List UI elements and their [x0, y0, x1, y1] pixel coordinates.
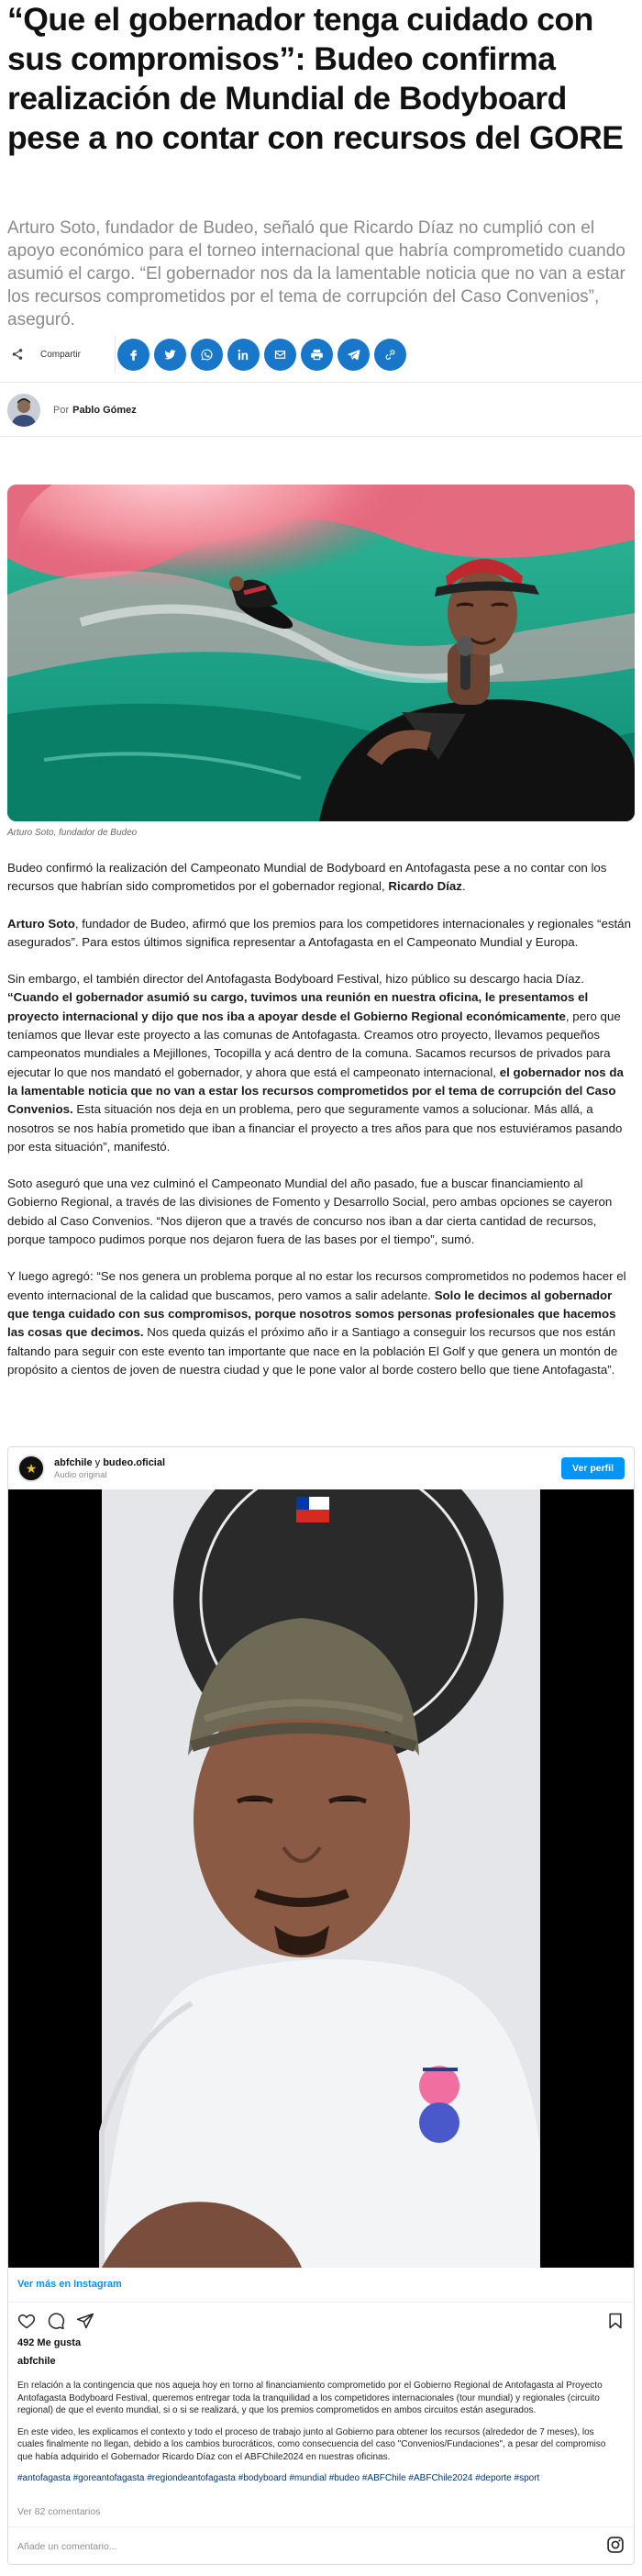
article-headline: “Que el gobernador tenga cuidado con sus compromisos”: Budeo confirma realización de Mundial de Bodyboard pese a no contar con recursos del GORE [7, 1, 624, 156]
share-twitter-button[interactable] [154, 339, 186, 371]
share-link-button[interactable] [374, 339, 406, 371]
instagram-video[interactable] [8, 1489, 634, 2268]
telegram-icon [347, 348, 360, 362]
instagram-caption [17, 2380, 623, 2494]
share-telegram-button[interactable] [338, 339, 370, 371]
hero-caption: Arturo Soto, fundador de Budeo [7, 828, 138, 838]
article-paragraph: Budeo confirmó la realización del Campeonato Mundial de Bodyboard en Antofagasta pese a no contar con los recursos que habrían sido comprometidos por el gobernador regional, Ricardo Díaz. [7, 861, 607, 894]
view-comments-link[interactable]: Ver 82 comentarios [17, 2506, 101, 2517]
email-icon [273, 348, 287, 362]
instagram-caption-user[interactable]: abfchile [17, 2356, 56, 2367]
article-paragraph: Arturo Soto, fundador de Budeo, afirmó que los premios para los competidores internacionales y regionales “están asegurados”. Para estos últimos significa representar a Antofagasta en el Campeonato Mundial y Europa. [7, 916, 631, 949]
bookmark-icon[interactable] [606, 2312, 625, 2330]
heart-icon[interactable] [17, 2312, 36, 2330]
hero-image [7, 485, 635, 821]
instagram-hashtags[interactable]: #antofagasta #goreantofagasta #regiondeantofagasta #bodyboard #mundial #budeo #ABFChile #ABFChile2024 #deporte #sport [17, 2473, 540, 2483]
instagram-usernames[interactable]: abfchile y budeo.oficial [54, 1456, 166, 1468]
article-body [7, 859, 635, 1398]
whatsapp-icon [200, 348, 214, 362]
linkedin-icon [237, 348, 250, 362]
share-whatsapp-button[interactable] [191, 339, 223, 371]
facebook-icon [127, 348, 140, 362]
author-byline [7, 393, 137, 428]
link-icon [383, 348, 397, 362]
article-paragraph: Y luego agregó: “Se nos genera un problema porque al no estar los recursos comprometidos no podemos hacer el evento internacional de la calidad que buscamos, pero vamos a salir adelante. Solo le decimos al gobernador que tenga cuidado con sus compromisos, porque nosotros somos personas profesionales que hacemos las cosas que decimos. Nos queda quizás el próximo año ir a Santiago a conseguir los recursos que nos están faltando para seguir con este evento tan importante que nace en la población El Golf y que genera un montón de propósito a cientos de joven de nuestra ciudad y que le pone valor al borde costero bello que tiene Antofagasta”. [7, 1269, 626, 1377]
author-name[interactable]: Pablo Gómez [72, 405, 137, 416]
article-paragraph: Sin embargo, el también director del Antofagasta Bodyboard Festival, hizo público su descargo hacia Díaz. “Cuando el gobernador asumió su cargo, tuvimos una reunión en nuestra oficina, le presentamos el proyecto internacional y dijo que nos iba a apoyar desde el Gobierno Regional económicamente, pero que teníamos que llevar este proyecto a las comunas de Antofagasta. Creamos otro proyecto, llevamos pequeños campeonatos mundiales a Mejillones, Tocopilla y acá dentro de la comuna. Sacamos recursos de privados para ejecutar lo que nos mandató el gobernador, y ahora que está el campeonato internacional, el gobernador nos da la lamentable noticia que no van a estar los recursos comprometidos por el tema de corrupción del Caso Convenios. Esta situación nos deja en un problema, pero que seguramente vamos a solucionar. Más allá, a nosotros se nos había prometido que iban a financiar el proyecto a tres años para que nos estuviéramos pasando por esta situación”, manifestó. [7, 972, 624, 1154]
instagram-embed [7, 1446, 635, 2565]
instagram-avatar[interactable]: ★ [17, 1455, 45, 1482]
share-linkedin-button[interactable] [227, 339, 260, 371]
divider [8, 2526, 634, 2527]
share-label-group[interactable] [7, 336, 116, 373]
share-print-button[interactable] [301, 339, 333, 371]
share-bar [7, 336, 635, 373]
comment-icon[interactable] [47, 2312, 65, 2330]
author-avatar[interactable] [7, 394, 40, 427]
instagram-audio-label[interactable]: Audio original [54, 1469, 107, 1480]
share-facebook-button[interactable] [117, 339, 149, 371]
view-profile-button[interactable]: Ver perfil [561, 1457, 625, 1479]
share-icon [7, 344, 28, 364]
author-prefix: Por [53, 405, 70, 416]
divider [0, 382, 642, 383]
instagram-header [8, 1447, 634, 1489]
share-label: Compartir [40, 349, 81, 360]
article-lead: Arturo Soto, fundador de Budeo, señaló que Ricardo Díaz no cumplió con el apoyo económico para el torneo internacional que habría comprometido cuando asumió el cargo. “El gobernador nos da la lamentable noticia que no van a estar los recursos comprometidos por el tema de corrupción del Caso Convenios”, aseguró. [7, 218, 625, 329]
print-icon [310, 348, 324, 362]
article-paragraph: Soto aseguró que una vez culminó el Campeonato Mundial del año pasado, fue a buscar financiamiento al Gobierno Regional, a través de las divisiones de Fomento y Desarrollo Social, pero ambas opciones se cayeron debido al Caso Convenios. “Nos dijeron que a través de concurso nos iban a dar cierta cantidad de recursos, porque tampoco pudimos porque nos dejaron fuera de las bases por el tiempo”, sumó. [7, 1176, 613, 1247]
instagram-logo-icon[interactable] [606, 2536, 625, 2554]
instagram-actions [17, 2310, 625, 2332]
send-icon[interactable] [76, 2312, 94, 2330]
add-comment-input[interactable]: Añade un comentario... [17, 2541, 117, 2552]
view-more-on-instagram-link[interactable]: Ver más en Instagram [17, 2279, 122, 2290]
instagram-likes[interactable]: 492 Me gusta [17, 2337, 82, 2348]
share-email-button[interactable] [264, 339, 296, 371]
divider [8, 2302, 634, 2303]
twitter-icon [163, 348, 177, 362]
instagram-caption-paragraph: En relación a la contingencia que nos aqueja hoy en torno al financiamiento comprometido por el Gobierno Regional de Antofagasta al Proyecto Antofagasta Bodyboard Festival, queremos entregar toda la tranquilidad a los competidores internacionales (tour mundial) y regionales (circuito regional) de que el evento mundial, si o si se realizará, y que los premios comprometidos en ambos circuitos están asegurados. [17, 2381, 603, 2415]
divider [0, 436, 642, 437]
instagram-caption-paragraph: En este video, les explicamos el contexto y todo el proceso de trabajo junto al Gobierno para obtener los recursos (alrededor de 7 meses), los cuales finalmente no llegan, debido a los cambios burocráticos, como consecuencia del caso "Convenios/Fundaciones", a pesar del compromiso que había adquirido el Gobernador Ricardo Díaz con el ABFChile2024 en nuestras oficinas. [17, 2426, 606, 2462]
